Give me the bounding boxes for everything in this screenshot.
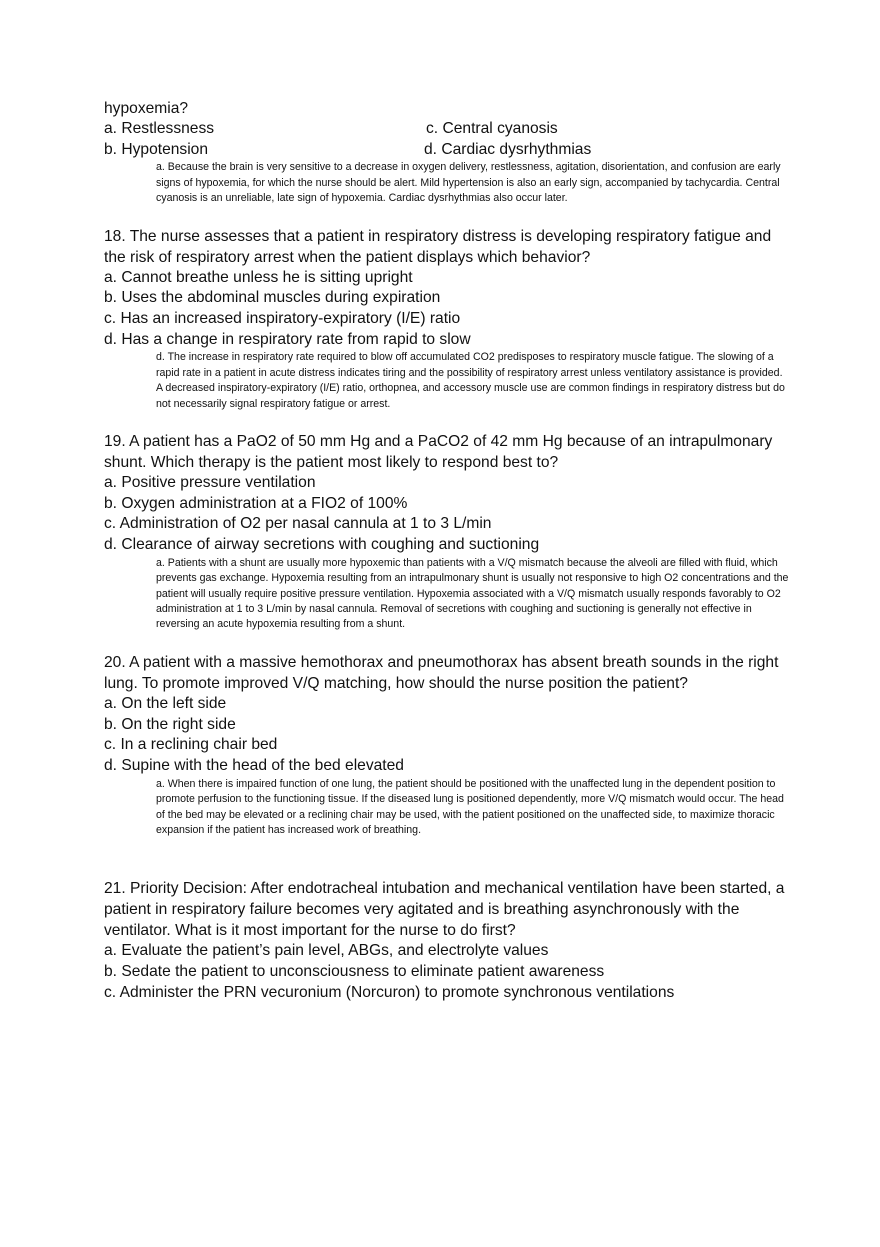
question-21-stem: 21. Priority Decision: After endotracheal intubation and mechanical ventilation have been started, a patient in respiratory failure becomes very agitated and is breathing asynchronously with the ventilator. What is it most important for the nurse to do first? <box>104 880 785 940</box>
question-20-option-b: b. On the right side <box>104 715 236 733</box>
question-18-option-a: a. Cannot breathe unless he is sitting upright <box>104 268 413 286</box>
question-17-option-b: b. Hypotension <box>104 140 209 158</box>
question-19-option-d: d. Clearance of airway secretions with coughing and suctioning <box>104 536 540 554</box>
question-20-option-a: a. On the left side <box>104 694 227 712</box>
question-18-stem: 18. The nurse assesses that a patient in respiratory distress is developing respiratory fatigue and the risk of respiratory arrest when the patient displays which behavior? <box>104 227 772 266</box>
question-18-option-c: c. Has an increased inspiratory-expiratory (I/E) ratio <box>104 310 461 327</box>
question-18-option-b: b. Uses the abdominal muscles during expiration <box>104 289 441 307</box>
question-20-rationale: a. When there is impaired function of one lung, the patient should be positioned with the unaffected lung in the dependent position to promote perfusion to the functioning tissue. If the diseased lung is positioned dependently, more V/Q mismatch would occur. The head of the bed may be elevated or a reclining chair may be used, with the patient positioned on the unaffected side, to maximize thoracic expansion if the patient has increased work of breathing. <box>156 777 784 836</box>
question-18-rationale: d. The increase in respiratory rate required to blow off accumulated CO2 predisposes to respiratory muscle fatigue. The slowing of a rapid rate in a patient in acute distress indicates tiring and the possibility of respiratory arrest unless ventilatory assistance is provided. A decreased inspiratory-expiratory (I/E) ratio, orthopnea, and accessory muscle use are common findings in respiratory distress but do not necessarily signal respiratory fatigue or arrest. <box>156 351 785 410</box>
question-17-stem-end: hypoxemia? <box>104 100 189 117</box>
question-19-stem: 19. A patient has a PaO2 of 50 mm Hg and a PaCO2 of 42 mm Hg because of an intrapulmonary shunt. Which therapy is the patient most likely to respond best to? <box>104 433 773 472</box>
question-21-option-a: a. Evaluate the patient’s pain level, ABGs, and electrolyte values <box>104 942 549 960</box>
question-17-rationale: a. Because the brain is very sensitive to a decrease in oxygen delivery, restlessness, agitation, disorientation, and confusion are early signs of hypoxemia, for which the nurse should be alert. Mild hypertension is also an early sign, accompanied by tachycardia. Central cyanosis is an unreliable, late sign of hypoxemia. Cardiac dysrhythmias also occur later. <box>156 161 781 205</box>
question-17-option-a: a. Restlessness <box>104 120 215 137</box>
question-19-option-a: a. Positive pressure ventilation <box>104 474 316 492</box>
question-19-option-c: c. Administration of O2 per nasal cannula at 1 to 3 L/min <box>104 515 492 533</box>
question-20-stem: 20. A patient with a massive hemothorax and pneumothorax has absent breath sounds in the right lung. To promote improved V/Q matching, how should the nurse position the patient? <box>104 653 779 692</box>
question-18-option-d: d. Has a change in respiratory rate from rapid to slow <box>104 330 471 348</box>
question-20-option-c: c. In a reclining chair bed <box>104 736 278 754</box>
question-21-option-c: c. Administer the PRN vecuronium (Norcuron) to promote synchronous ventilations <box>104 983 675 1001</box>
document-page <box>104 98 794 1003</box>
question-19-option-b: b. Oxygen administration at a FIO2 of 100% <box>104 494 408 512</box>
question-17-option-c: c. Central cyanosis <box>426 120 558 137</box>
question-19-rationale: a. Patients with a shunt are usually more hypoxemic than patients with a V/Q mismatch because the alveoli are filled with fluid, which prevents gas exchange. Hypoxemia resulting from an intrapulmonary shunt is usually not responsive to high O2 concentrations and the patient will usually require positive pressure ventilation. Hypoxemia associated with a V/Q mismatch usually responds favorably to O2 administration at 1 to 3 L/min by nasal cannula. Removal of secretions with coughing and suctioning is generally not effective in reversing an acute hypoxemia resulting from a shunt. <box>156 556 789 631</box>
question-20-option-d: d. Supine with the head of the bed elevated <box>104 756 404 774</box>
question-17-option-d: d. Cardiac dysrhythmias <box>424 140 592 158</box>
question-21-option-b: b. Sedate the patient to unconsciousness to eliminate patient awareness <box>104 963 605 981</box>
question-17-options-row-1 <box>104 119 794 140</box>
question-17-options-row-2 <box>104 140 794 161</box>
